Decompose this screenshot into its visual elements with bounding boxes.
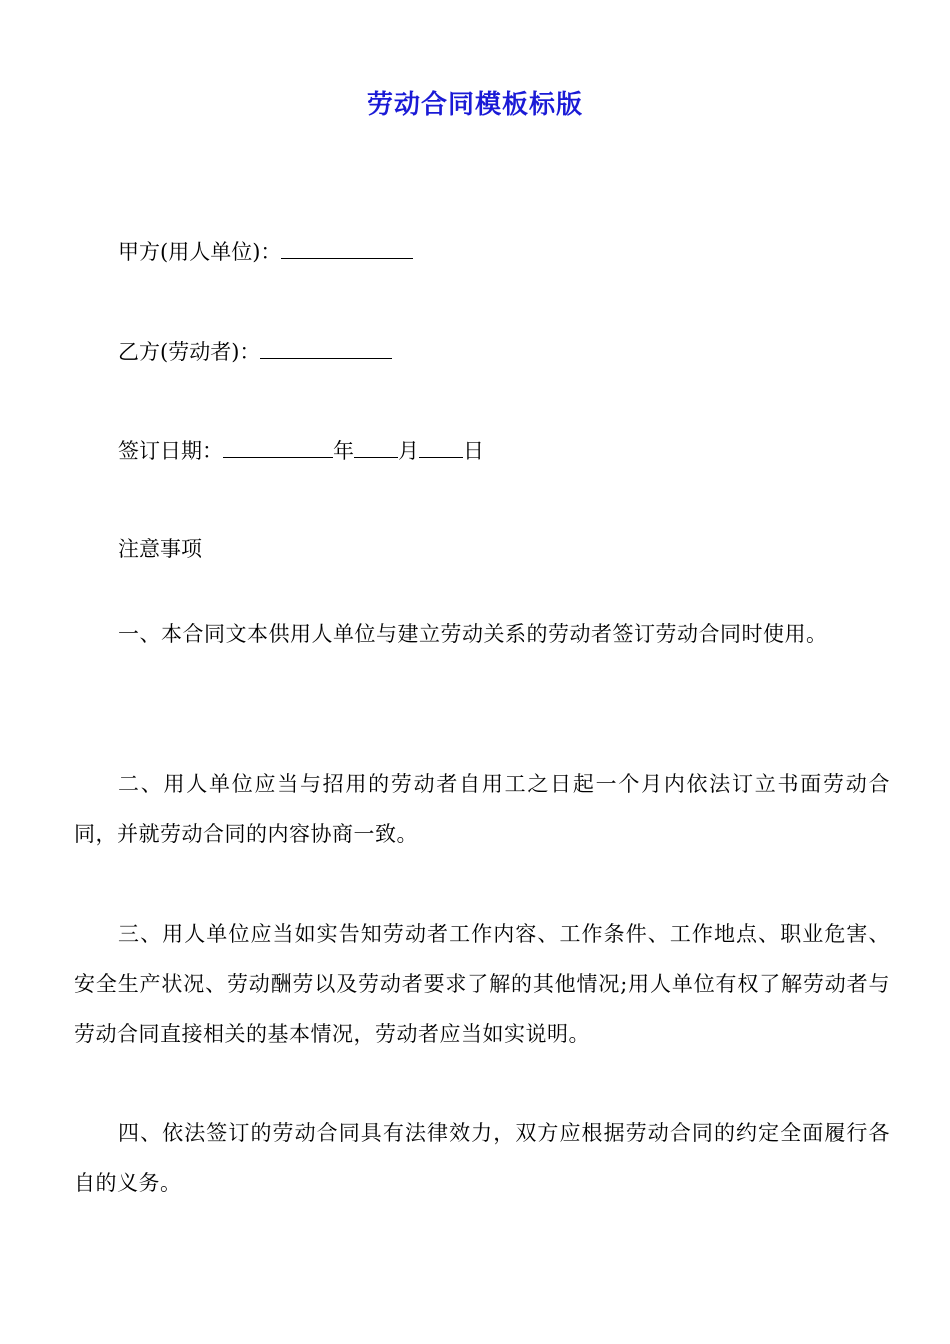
note-paragraph-1: 一、本合同文本供用人单位与建立劳动关系的劳动者签订劳动合同时使用。 bbox=[118, 622, 828, 646]
note-paragraph-2: 二、用人单位应当与招用的劳动者自用工之日起一个月内依法订立书面劳动合同，并就劳动合同的内容协商一致。 bbox=[74, 772, 890, 846]
sign-day-blank[interactable] bbox=[419, 435, 463, 458]
year-label: 年 bbox=[333, 439, 354, 463]
party-a-blank[interactable] bbox=[281, 236, 413, 259]
party-a-field bbox=[118, 236, 413, 267]
month-label: 月 bbox=[398, 439, 419, 463]
sign-year-blank[interactable] bbox=[223, 435, 333, 458]
day-label: 日 bbox=[463, 439, 484, 463]
sign-date-field bbox=[118, 435, 484, 466]
notes-heading: 注意事项 bbox=[118, 537, 202, 561]
sign-month-blank[interactable] bbox=[354, 435, 398, 458]
sign-date-label: 签订日期： bbox=[118, 439, 223, 463]
party-a-label: 甲方(用人单位)： bbox=[118, 240, 282, 264]
document-title: 劳动合同模板标版 bbox=[366, 90, 583, 120]
party-b-blank[interactable] bbox=[260, 336, 392, 359]
note-paragraph-3: 三、用人单位应当如实告知劳动者工作内容、工作条件、工作地点、职业危害、安全生产状况、劳动酬劳以及劳动者要求了解的其他情况;用人单位有权了解劳动者与劳动合同直接相关的基本情况，劳动者应当如实说明。 bbox=[74, 922, 890, 1046]
party-b-label: 乙方(劳动者)： bbox=[118, 340, 261, 364]
party-b-field bbox=[118, 336, 392, 367]
note-paragraph-4: 四、依法签订的劳动合同具有法律效力，双方应根据劳动合同的约定全面履行各自的义务。 bbox=[74, 1121, 890, 1195]
